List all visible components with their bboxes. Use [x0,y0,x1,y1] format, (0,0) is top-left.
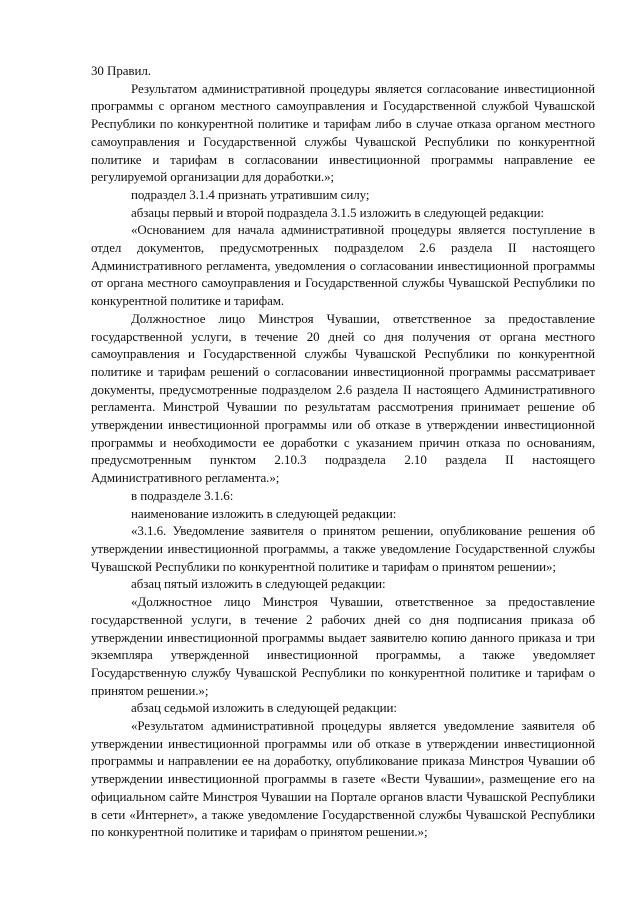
paragraph-official-notify: «Должностное лицо Минстроя Чувашии, ответственное за предоставление государственной услуги, в течение 2 рабочих дней со дня подписания приказа об утверждении инвестиционной программы выдает заявителю копию данного приказа и три экземпляра утвержденной инвестиционной программы, а также уведомляет Государственную службу Чувашской Республики по конкурентной политике и тарифам о принятом решении.»; [91,594,595,698]
paragraph-official-review: Должностное лицо Минстроя Чувашии, ответственное за предоставление государственной услуги, в течение 20 дней со дня получения от органа местного самоуправления и Государственной службы Чувашской Республики по конкурентной политике и тарифам решений о согласовании инвестиционной программы рассматривает документы, предусмотренные подразделом 2.6 раздела II настоящего Административного регламента. Минстрой Чувашии по результатам рассмотрения принимает решение об утверждении инвестиционной программы или об отказе в утверждении инвестиционной программы и необходимости ее доработки с указанием причин отказа по основаниям, предусмотренным пунктом 2.10.3 подраздела 2.10 раздела II настоящего Административного регламента.»; [91,310,595,486]
paragraph-subsection-3-1-5-intro: абзацы первый и второй подраздела 3.1.5 изложить в следующей редакции: [131,204,545,220]
paragraph-name-change: наименование изложить в следующей редакции: [131,505,397,521]
paragraph-basis: «Основанием для начала административной процедуры является поступление в отдел документов, предусмотренных подразделом 2.6 раздела II настоящего Административного регламента, уведомления о согласовании инвестиционной программы от органа местного самоуправления и Государственной службы Чувашской Республики по конкурентной политике и тарифам. [91,222,595,309]
paragraph-3-1-6-title: «3.1.6. Уведомление заявителя о принятом решении, опубликование решения об утверждении инвестиционной программы, а также уведомление Государственной службы Чувашской Республики по конкурентной политике и тарифам о принятом решении»; [91,523,595,574]
paragraph-continuation: 30 Правил. [91,63,151,78]
paragraph-final-result: «Результатом административной процедуры является уведомление заявителя об утверждении инвестиционной программы или об отказе в утверждении инвестиционной программы и направлении ее на доработку, опубликование приказа Минстроя Чувашии об утверждении инвестиционной программы в газете «Вести Чувашии», размещение его на официальном сайте Минстроя Чувашии на Портале органов власти Чувашской Республики в сети «Интернет», а также уведомление Государственной службы Чувашской Республики по конкурентной политике и тарифам о принятом решении.»; [91,718,595,840]
document-body [91,62,595,841]
paragraph-procedure-result: Результатом административной процедуры является согласование инвестиционной программы с органом местного самоуправления и Государственной службой Чувашской Республики по конкурентной политике и тарифам либо в случае отказа органом местного самоуправления и Государственной службы Чувашской Республики по конкурентной политике и тарифам в согласовании инвестиционной программы направление ее регулируемой организации для доработки.»; [91,80,595,185]
paragraph-subsection-3-1-4: подраздел 3.1.4 признать утратившим силу; [131,186,370,202]
paragraph-seventh-abzac: абзац седьмой изложить в следующей редакции: [131,700,397,716]
paragraph-fifth-abzac: абзац пятый изложить в следующей редакции: [131,576,386,592]
paragraph-subsection-3-1-6: в подразделе 3.1.6: [131,487,234,503]
